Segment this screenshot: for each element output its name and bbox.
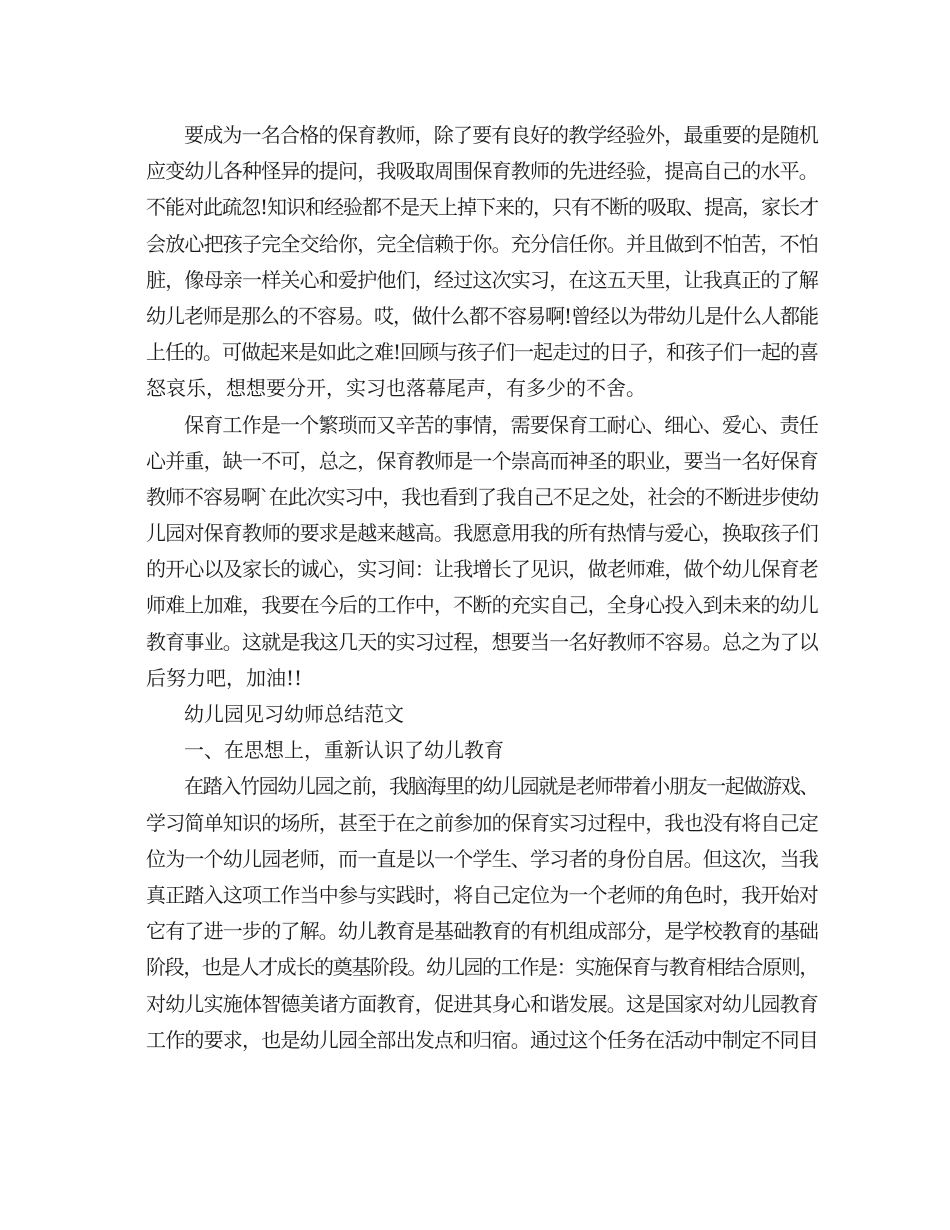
text-line: 师难上加难，我要在今后的工作中，不断的充实自己，全身心投入到未来的幼儿 xyxy=(146,593,818,618)
text-line: 幼儿园见习幼师总结范文 xyxy=(184,702,404,726)
text-line: 教育事业。这就是我这几天的实习过程，想要当一名好教师不容易。总之为了以 xyxy=(146,629,818,654)
text-line: 后努力吧，加油!! xyxy=(146,665,303,690)
text-line: 真正踏入这项工作当中参与实践时，将自己定位为一个老师的角色时，我开始对 xyxy=(146,882,818,907)
text-line: 怒哀乐，想想要分开，实习也落幕尾声，有多少的不舍。 xyxy=(146,376,646,401)
text-line: 它有了进一步的了解。幼儿教育是基础教育的有机组成部分，是学校教育的基础 xyxy=(146,919,818,944)
text-line: 保育工作是一个繁琐而又辛苦的事情，需要保育工耐心、细心、爱心、责任 xyxy=(184,412,818,437)
text-line: 的开心以及家长的诚心，实习间：让我增长了见识，做老师难，做个幼儿保育老 xyxy=(146,557,818,582)
text-line: 对幼儿实施体智德美诸方面教育，促进其身心和谐发展。这是国家对幼儿园教育 xyxy=(146,991,818,1016)
text-line: 一、在思想上，重新认识了幼儿教育 xyxy=(184,738,504,763)
text-line: 教师不容易啊`在此次实习中，我也看到了我自己不足之处，社会的不断进步使幼 xyxy=(146,484,818,509)
text-line: 幼儿老师是那么的不容易。哎，做什么都不容易啊!曾经以为带幼儿是什么人都能 xyxy=(146,303,819,328)
text-line: 不能对此疏忽!知识和经验都不是天上掉下来的，只有不断的吸取、提高，家长才 xyxy=(146,195,819,220)
text-line: 会放心把孩子完全交给你，完全信赖于你。充分信任你。并且做到不怕苦，不怕 xyxy=(146,231,818,256)
text-line: 上任的。可做起来是如此之难!回顾与孩子们一起走过的日子，和孩子们一起的喜 xyxy=(146,340,819,365)
text-line: 阶段，也是人才成长的奠基阶段。幼儿园的工作是：实施保育与教育相结合原则， xyxy=(146,955,818,980)
text-line: 应变幼儿各种怪异的提问，我吸取周围保育教师的先进经验，提高自己的水平。 xyxy=(146,159,818,184)
document-body xyxy=(146,117,818,1058)
text-line: 脏，像母亲一样关心和爱护他们，经过这次实习，在这五天里，让我真正的了解 xyxy=(146,267,818,292)
text-line: 心并重，缺一不可，总之，保育教师是一个崇高而神圣的职业，要当一名好保育 xyxy=(146,448,818,473)
text-line: 在踏入竹园幼儿园之前，我脑海里的幼儿园就是老师带着小朋友一起做游戏、 xyxy=(184,774,818,799)
text-line: 位为一个幼儿园老师，而一直是以一个学生、学习者的身份自居。但这次，当我 xyxy=(146,846,818,871)
text-line: 工作的要求，也是幼儿园全部出发点和归宿。通过这个任务在活动中制定不同目 xyxy=(146,1027,818,1052)
text-line: 儿园对保育教师的要求是越来越高。我愿意用我的所有热情与爱心，换取孩子们 xyxy=(146,521,818,546)
text-line: 要成为一名合格的保育教师，除了要有良好的教学经验外，最重要的是随机 xyxy=(184,123,818,147)
text-line: 学习简单知识的场所，甚至于在之前参加的保育实习过程中，我也没有将自己定 xyxy=(146,810,818,835)
